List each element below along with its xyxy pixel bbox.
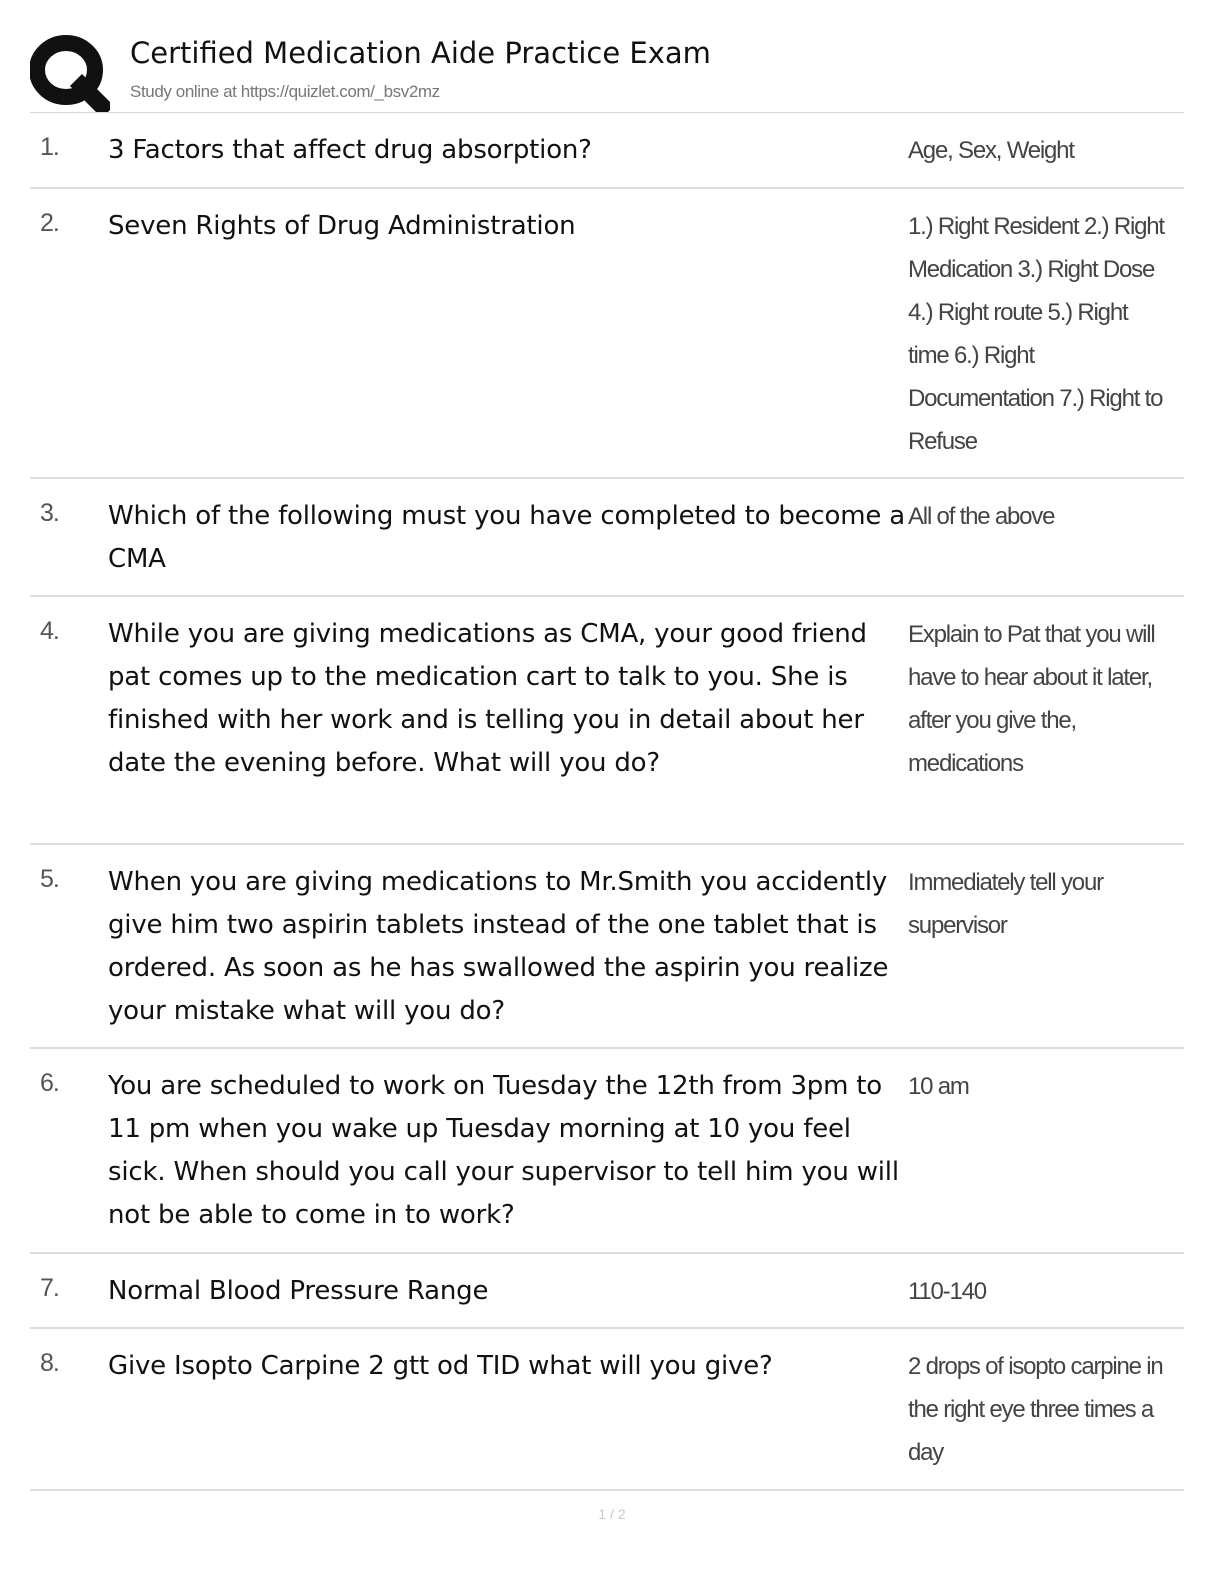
card-definition: Immediately tell your supervisor (908, 869, 1103, 939)
flashcard-row (30, 1049, 1184, 1254)
card-definition: 110-140 (908, 1278, 986, 1305)
quizlet-q-logo-icon (30, 32, 110, 112)
card-term: While you are giving medications as CMA, your good friend pat comes up to the medication cart to talk to you. She is finished with her work and is telling you in detail about her date the evening before. What will you do? (108, 619, 867, 778)
card-definition: All of the above (908, 503, 1055, 530)
card-term: Which of the following must you have completed to become a CMA (108, 501, 905, 574)
card-definition: 2 drops of isopto carpine in the right eye three times a day (908, 1353, 1163, 1466)
card-number: 1. (40, 133, 59, 161)
card-term: When you are giving medications to Mr.Smith you accidently give him two aspirin tablets instead of the one tablet that is ordered. As soon as he has swallowed the aspirin you realize your mistake what will you do? (108, 867, 889, 1026)
card-definition: 1.) Right Resident 2.) Right Medication 3.) Right Dose 4.) Right route 5.) Right time 6.) Right Documentation 7.) Right to Refuse (908, 213, 1164, 455)
page-header (30, 28, 1184, 112)
card-number: 4. (40, 617, 59, 645)
card-term: Seven Rights of Drug Administration (108, 211, 576, 241)
card-term: Give Isopto Carpine 2 gtt od TID what will you give? (108, 1351, 773, 1381)
card-number: 2. (40, 209, 59, 237)
page-title: Certified Medication Aide Practice Exam (130, 36, 711, 70)
flashcard-row (30, 479, 1184, 597)
card-number: 6. (40, 1069, 59, 1097)
page-number: 1 / 2 (598, 1506, 626, 1522)
card-definition: Age, Sex, Weight (908, 137, 1074, 164)
card-definition: Explain to Pat that you will have to hear about it later, after you give the, medications (908, 621, 1155, 777)
flashcard-row (30, 845, 1184, 1049)
flashcard-row (30, 1254, 1184, 1329)
card-term: You are scheduled to work on Tuesday the 12th from 3pm to 11 pm when you wake up Tuesday morning at 10 you feel sick. When should you call your supervisor to tell him you will not be able to come in to work? (108, 1071, 899, 1230)
flashcard-row (30, 1329, 1184, 1491)
flashcard-row (30, 113, 1184, 189)
flashcard-row (30, 597, 1184, 845)
card-definition: 10 am (908, 1073, 969, 1100)
card-number: 8. (40, 1349, 59, 1377)
study-online-link[interactable]: Study online at https://quizlet.com/_bsv2mz (130, 82, 440, 101)
card-term: 3 Factors that affect drug absorption? (108, 135, 592, 165)
card-number: 3. (40, 499, 59, 527)
flashcard-row (30, 189, 1184, 479)
card-number: 5. (40, 865, 59, 893)
flashcard-list (30, 113, 1184, 1491)
card-number: 7. (40, 1274, 59, 1302)
card-term: Normal Blood Pressure Range (108, 1276, 489, 1306)
